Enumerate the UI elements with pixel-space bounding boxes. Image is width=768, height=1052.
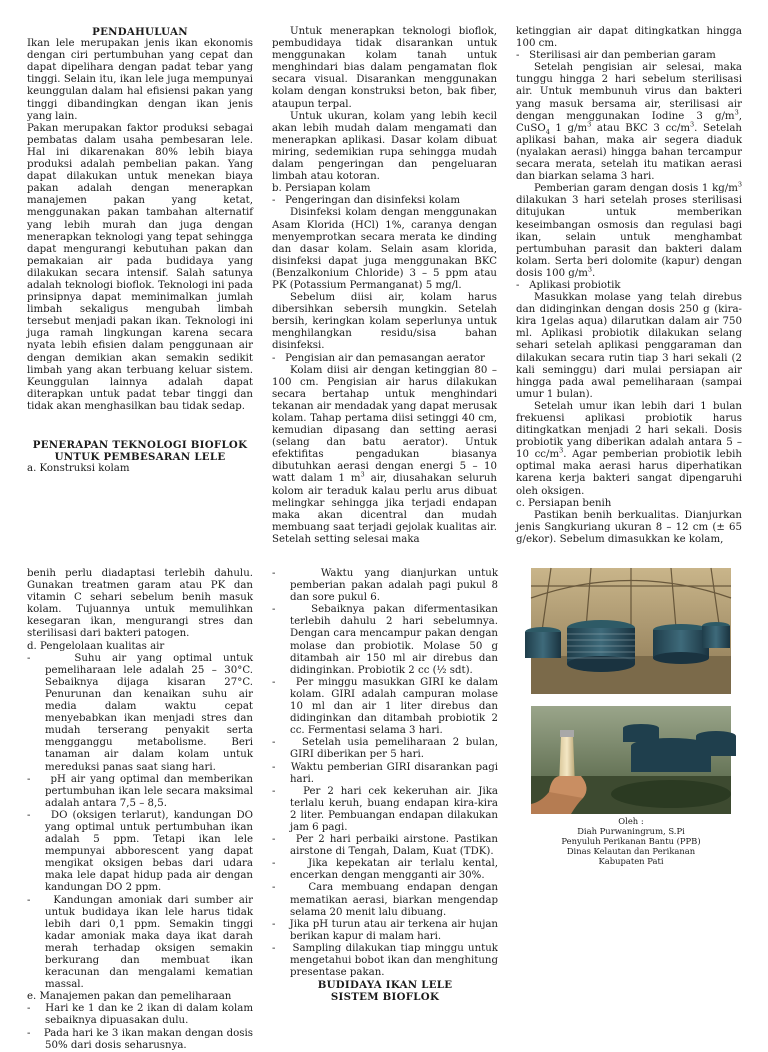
bullet-item: - Per minggu masukkan GIRI ke dalam kolam. GIRI adalah campuran molase 10 ml dan air 1 liter direbus dan didinginkan dan ditambah probiotik 2 cc. Fermentasi selama 3 hari. <box>272 676 498 737</box>
column-2 <box>272 26 497 546</box>
list-item: e. Manajemen pakan dan pemeliharaan <box>27 991 232 1003</box>
leaflet-title: BUDIDAYA IKAN LELE <box>317 979 453 992</box>
column-1 <box>27 26 253 475</box>
credit-org: Dinas Kelautan dan Perikanan <box>566 846 696 856</box>
credit-region: Kabupaten Pati <box>598 856 664 866</box>
bullet-item: - Waktu yang dianjurkan untuk pemberian pakan adalah pagi pukul 8 dan sore pukul 6. <box>272 568 498 604</box>
paragraph: Kolam diisi air dengan ketinggian 80 – 100 cm. Pengisian air harus dilakukan secara bertahap untuk menghindari tekanan air mendadak yang dapat merusak kolam. Tahap pertama diisi setinggi 40 cm, kemudian dipasang dan setting aerasi (selang dan batu aerator). Untuk efektifitas pengadukan biasanya dibutuhkan aerasi dengan energi 5 – 10 watt dalam 1 $m^3$ air, diusahakan seluruh kolom air teraduk kalau perlu arus dibuat melingkar sehingga jika terjadi endapan maka akan dicentral dan mudah membuang saat terjadi gejolak kualitas air. Setelah setting selesai maka <box>272 364 497 545</box>
bullet-item: - Waktu pemberian GIRI disarankan pagi hari. <box>272 761 498 785</box>
bullet-item: - Hari ke 1 dan ke 2 ikan di dalam kolam sebaiknya dipuasakan dulu. <box>27 1003 253 1027</box>
author-credit <box>532 816 730 866</box>
credit-role: Penyuluh Perikanan Bantu (PPB) <box>561 836 701 846</box>
water-sample-photo <box>531 706 731 814</box>
bullet-item: - Per 2 hari cek kekeruhan air. Jika terlalu keruh, buang endapan kira-kira 2 liter. Pembuangan endapan dilakukan jam 6 pagi. <box>272 785 498 833</box>
paragraph: Setelah umur ikan lebih dari 1 bulan frekuensi aplikasi probiotik harus ditingkatkan menjadi 2 hari sekali. Dosis probiotik yang diberikan adalah antara 5 – 10 $cc/m^3$. Agar pemberian probiotik lebih optimal maka aerasi harus diperhatikan karena kerja bakteri sangat dipengaruhi oleh oksigen. <box>516 400 742 497</box>
paragraph: Pakan merupakan faktor produksi sebagai pembatas dalam usaha pembesaran lele. Hal ini dikarenakan 80% lebih biaya produksi adalah pembelian pakan. Yang dapat dilakukan untuk menekan biaya pakan adalah dengan menerapkan manajemen pakan yang ketat, menggunakan pakan tambahan alternatif yang lebih murah dan juga dengan menerapkan teknologi yang tepat sehingga dapat mengurangi kebutuhan pakan dan pemakaian air pada budidaya yang dilakukan secara intensif. Salah satunya adalah teknologi bioflok. Teknologi ini pada prinsipnya dapat meminimalkan jumlah limbah sekaligus mengubah limbah tersebut menjadi pakan ikan. Teknologi ini juga ramah lingkungan karena secara nyata lebih efisien dalam penggunaan air dengan demikian akan semakin sedikit limbah yang akan terbuang keluar sistem. Keunggulan lainnya adalah dapat diterapkan untuk padat tebar tinggi dan tidak akan menghasilkan bau tidak sedap. <box>27 122 253 412</box>
bullet-item: - Sterilisasi air dan pemberian garam <box>516 50 716 62</box>
credit-name: Diah Purwaningrum, S.Pi <box>577 826 685 836</box>
bullet-item: - Jika pH turun atau air terkena air hujan berikan kapur di malam hari. <box>272 918 498 942</box>
paragraph: Untuk ukuran, kolam yang lebih kecil akan lebih mudah dalam mengamati dan menerapkan aplikasi. Dasar kolam dibuat miring, sedemikian rupa sehingga mudah dalam pengeringan dan pengeluaran limbah atau kotoran. <box>272 110 497 183</box>
section-heading-penerapan-line2: UNTUK PEMBESARAN LELE <box>54 451 226 464</box>
paragraph: ketinggian air dapat ditingkatkan hingga 100 cm. <box>516 26 742 50</box>
bullet-item: - Pengisian air dan pemasangan aerator <box>272 352 485 364</box>
paragraph: Ikan lele merupakan jenis ikan ekonomis dengan ciri pertumbuhan yang cepat dan dapat dipelihara dengan padat tebar yang tinggi. Selain itu, ikan lele juga mempunyai keunggulan dalam hal efisiensi pakan yang tinggi dibandingkan dengan ikan jenis yang lain. <box>27 38 253 122</box>
paragraph: Disinfeksi kolam dengan menggunakan Asam Klorida (HCl) 1%, caranya dengan menyemprotkan secara merata ke dinding dan dasar kolam. Selain asam klorida, disinfeksi dapat juga menggunakan BKC (Benzalkonium Chloride) 3 – 5 ppm atau PK (Potassium Permanganat) 5 mg/l. <box>272 207 497 291</box>
bullet-item: - Suhu air yang optimal untuk pemeliharaan lele adalah 25 – 30°C. Sebaiknya dijaga kisaran 27°C. Penurunan dan kenaikan suhu air media dalam waktu cepat menyebabkan ikan menjadi stres dan mudah terserang penyakit serta mengganggu metabolisme. Beri tanaman air dalam kolam untuk mereduksi panas saat siang hari. <box>27 652 253 773</box>
bullet-item: - Per 2 hari perbaiki airstone. Pastikan airstone di Tengah, Dalam, Kuat (TDK). <box>272 834 498 858</box>
bullet-item: - Pada hari ke 3 ikan makan dengan dosis 50% dari dosis seharusnya. <box>27 1027 253 1051</box>
list-item: d. Pengelolaan kualitas air <box>27 640 165 652</box>
bullet-item: - pH air yang optimal dan memberikan pertumbuhan ikan lele secara maksimal adalah antara 7,5 – 8,5. <box>27 773 253 809</box>
section-heading-penerapan: PENERAPAN TEKNOLOGI BIOFLOK <box>32 439 248 451</box>
bullet-item: - Aplikasi probiotik <box>516 279 621 291</box>
bioflok-tanks-photo-illustration <box>531 568 731 694</box>
credit-by: Oleh : <box>618 816 644 826</box>
column-3 <box>516 26 742 546</box>
bullet-item: - Setelah usia pemeliharaan 2 bulan, GIRI diberikan per 5 hari. <box>272 737 498 761</box>
column-4 <box>27 568 253 1052</box>
list-item: c. Persiapan benih <box>516 497 612 509</box>
bullet-item: - DO (oksigen terlarut), kandungan DO yang optimal untuk pertumbuhan ikan adalah 5 ppm. Tetapi ikan lele mempunyai abborescent yang dapat mengikat oksigen bebas dari udara maka lele dapat hidup pada air dengan kandungan DO 2 ppm. <box>27 809 253 894</box>
list-item: b. Persiapan kolam <box>272 183 371 195</box>
list-item: a. Konstruksi kolam <box>27 463 130 475</box>
paragraph: Sebelum diisi air, kolam harus dibersihkan sebersih mungkin. Setelah bersih, keringkan kolam seperlunya untuk menghilangkan residu/sisa bahan disinfeksi. <box>272 292 497 352</box>
paragraph: benih perlu diadaptasi terlebih dahulu. Gunakan treatmen garam atau PK dan vitamin C sehari sebelum benih masuk kolam. Tujuannya untuk memulihkan kesegaran ikan, mengurangi stres dan sterilisasi dari bakteri patogen. <box>27 568 253 640</box>
bullet-item: - Kandungan amoniak dari sumber air untuk budidaya ikan lele harus tidak lebih dari 0,1 ppm. Semakin tinggi kadar amoniak maka daya ikat darah merah terhadap oksigen semakin berkurang dan membuat ikan keracunan dan mengalami kematian massal. <box>27 894 253 991</box>
bullet-item: - Sampling dilakukan tiap minggu untuk mengetahui bobot ikan dan menghitung presentase pakan. <box>272 942 498 979</box>
bullet-item: - Sebaiknya pakan difermentasikan terlebih dahulu 2 hari sebelumnya. Dengan cara mencampur pakan dengan molase dan probiotik. Molase 50 g ditambah air 150 ml air direbus dan didinginkan. Probiotik 2 cc (½ sdt). <box>272 604 498 676</box>
section-heading-pendahuluan: PENDAHULUAN <box>92 26 188 38</box>
bullet-item: - Pengeringan dan disinfeksi kolam <box>272 195 461 207</box>
paragraph: Pemberian garam dengan dosis 1 $kg/m^3$ dilakukan 3 hari setelah proses sterilisasi ditujukan untuk memberikan keseimbangan osmosis dan regulasi bagi ikan, selain untuk menghambat pertumbuhan parasit dan bakteri dalam kolam. Serta beri dolomite (kapur) dengan dosis 100 $g/m^3$. <box>516 180 742 279</box>
paragraph: Pastikan benih berkualitas. Dianjurkan jenis Sangkuriang ukuran 8 – 12 cm (± 65 g/ekor). Sebelum dimasukkan ke kolam, <box>516 509 742 545</box>
column-5 <box>272 568 498 1003</box>
bioflok-tanks-photo <box>531 568 731 694</box>
leaflet-title-line2: SISTEM BIOFLOK <box>330 991 440 1004</box>
paragraph: Untuk menerapkan teknologi bioflok, pembudidaya tidak disarankan untuk menggunakan kolam tanah untuk menghindari bias dalam pengamatan flok secara visual. Disarankan menggunakan kolam dengan konstruksi beton, bak fiber, ataupun terpal. <box>272 26 497 110</box>
paragraph: Masukkan molase yang telah direbus dan didinginkan dengan dosis 250 g (kira-kira 1gelas aqua) dilarutkan dalam air 750 ml. Aplikasi probiotik dilakukan selang sehari setelah aplikasi penggaraman dan dilakukan secara rutin tiap 3 hari sekali (2 kali seminggu) dari mulai persiapan air hingga pada awal pemeliharaan (sampai umur 1 bulan). <box>516 292 742 400</box>
paragraph: Setelah pengisian air selesai, maka tunggu hingga 2 hari sebelum sterilisasi air. Untuk membunuh virus dan bakteri yang masuk bersama air, sterilisasi air dengan menggunakan Iodine 3 $g/m^3$, CuSO$_4$ 1 $g/m^3$ atau BKC 3 $cc/m^3$. Setelah aplikasi bahan, maka air segera diaduk (nyalakan aerasi) hingga bahan tercampur secara merata, setelah itu matikan aerasi dan biarkan selama 3 hari. <box>516 62 742 183</box>
water-sample-photo-illustration <box>531 706 731 814</box>
bullet-item: - Jika kepekatan air terlalu kental, encerkan dengan mengganti air 30%. <box>272 858 498 882</box>
bullet-item: - Cara membuang endapan dengan mematikan aerasi, biarkan mengendap selama 20 menit lalu dibuang. <box>272 882 498 918</box>
